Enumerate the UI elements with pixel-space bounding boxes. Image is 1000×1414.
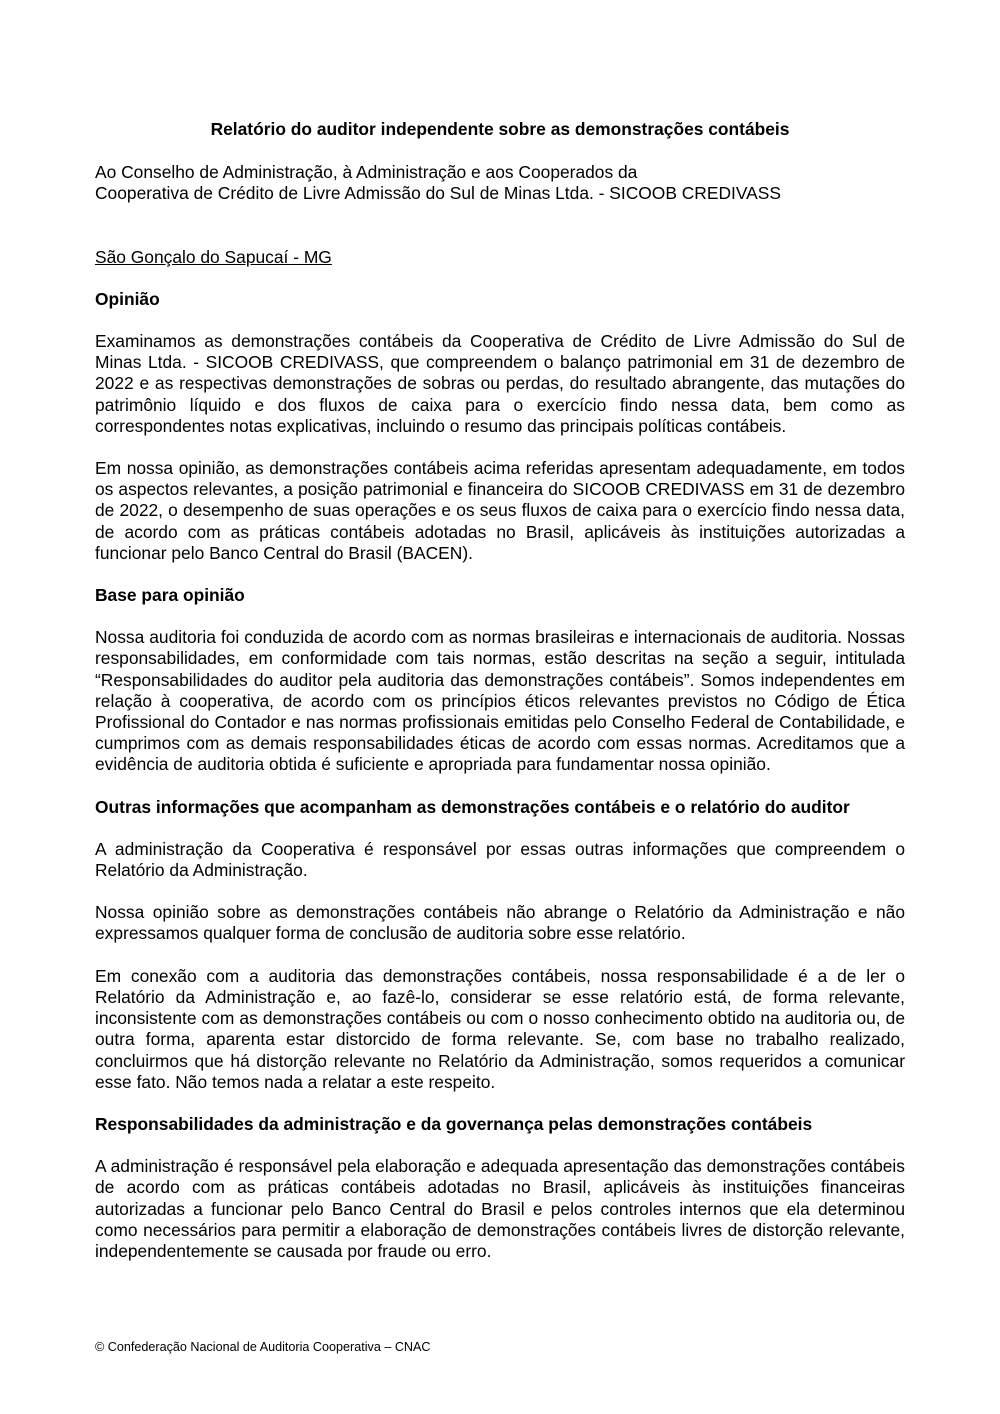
addressee-line: Cooperativa de Crédito de Livre Admissão do Sul de Minas Ltda. - SICOOB CREDIVASS bbox=[95, 183, 781, 204]
paragraph: Examinamos as demonstrações contábeis da Cooperativa de Crédito de Livre Admissão do Sul de Minas Ltda. - SICOOB CREDIVASS, que compreendem o balanço patrimonial em 31 de dezembro de 2022 e as respectivas demonstrações de sobras ou perdas, do resultado abrangente, das mutações do patrimônio líquido e dos fluxos de caixa para o exercício findo nessa data, bem como as correspondentes notas explicativas, incluindo o resumo das principais políticas contábeis. bbox=[95, 331, 905, 436]
report-page bbox=[95, 119, 905, 1283]
section-base-para-opiniao bbox=[95, 585, 905, 776]
addressee-block bbox=[95, 162, 905, 204]
page-footer: © Confederação Nacional de Auditoria Cooperativa – CNAC bbox=[95, 1340, 431, 1354]
section-heading: Base para opinião bbox=[95, 585, 245, 606]
paragraph: A administração da Cooperativa é responsável por essas outras informações que compreendem o Relatório da Administração. bbox=[95, 838, 905, 881]
section-outras-informacoes bbox=[95, 797, 905, 1093]
paragraph: Em conexão com a auditoria das demonstrações contábeis, nossa responsabilidade é a de ler o Relatório da Administração e, ao fazê-lo, considerar se esse relatório está, de forma relevante, inconsistente com as demonstrações contábeis ou com o nosso conhecimento obtido na auditoria ou, de outra forma, aparenta estar distorcido de forma relevante. Se, com base no trabalho realizado, concluirmos que há distorção relevante no Relatório da Administração, somos requeridos a comunicar esse fato. Não temos nada a relatar a este respeito. bbox=[95, 965, 905, 1092]
document-title: Relatório do auditor independente sobre as demonstrações contábeis bbox=[210, 119, 790, 139]
paragraph: Nossa auditoria foi conduzida de acordo com as normas brasileiras e internacionais de auditoria. Nossas responsabilidades, em conformidade com tais normas, estão descritas na seção a seguir, intitulada “Responsabilidades do auditor pela auditoria das demonstrações contábeis”. Somos independentes em relação à cooperativa, de acordo com os princípios éticos relevantes previstos no Código de Ética Profissional do Contador e nas normas profissionais emitidas pelo Conselho Federal de Contabilidade, e cumprimos com as demais responsabilidades éticas de acordo com essas normas. Acreditamos que a evidência de auditoria obtida é suficiente e apropriada para fundamentar nossa opinião. bbox=[95, 627, 905, 775]
paragraph: Em nossa opinião, as demonstrações contábeis acima referidas apresentam adequadamente, em todos os aspectos relevantes, a posição patrimonial e financeira do SICOOB CREDIVASS em 31 de dezembro de 2022, o desempenho de suas operações e os seus fluxos de caixa para o exercício findo nessa data, de acordo com as práticas contábeis adotadas no Brasil, aplicáveis às instituições autorizadas a funcionar pelo Banco Central do Brasil (BACEN). bbox=[95, 458, 905, 563]
section-heading: Responsabilidades da administração e da governança pelas demonstrações contábeis bbox=[95, 1113, 813, 1134]
addressee-line: Ao Conselho de Administração, à Administração e aos Cooperados da bbox=[95, 162, 638, 183]
location-line: São Gonçalo do Sapucaí - MG bbox=[95, 246, 332, 267]
section-responsabilidades-administracao bbox=[95, 1114, 905, 1262]
paragraph: A administração é responsável pela elaboração e adequada apresentação das demonstrações contábeis de acordo com as práticas contábeis adotadas no Brasil, aplicáveis às instituições financeiras autorizadas a funcionar pelo Banco Central do Brasil e pelos controles internos que ela determinou como necessários para permitir a elaboração de demonstrações contábeis livres de distorção relevante, independentemente se causada por fraude ou erro. bbox=[95, 1156, 905, 1261]
section-heading: Outras informações que acompanham as demonstrações contábeis e o relatório do auditor bbox=[95, 796, 850, 817]
section-opiniao bbox=[95, 289, 905, 564]
paragraph: Nossa opinião sobre as demonstrações contábeis não abrange o Relatório da Administração e não expressamos qualquer forma de conclusão de auditoria sobre esse relatório. bbox=[95, 902, 905, 944]
section-heading: Opinião bbox=[95, 288, 160, 309]
